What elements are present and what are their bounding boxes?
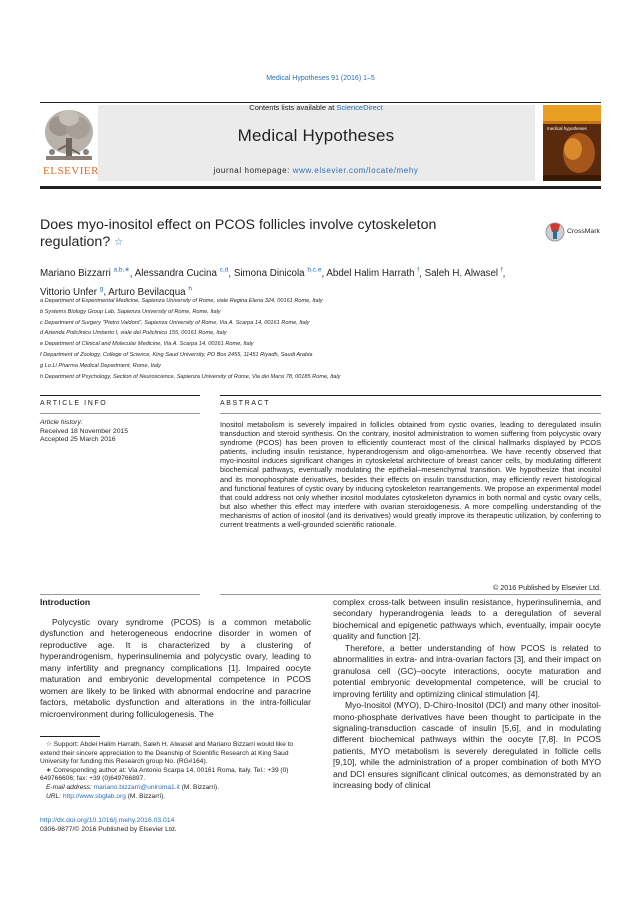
contents-line <box>97 103 535 112</box>
affiliation: e Department of Clinical and Molecular Medicine, Via A. Scarpa 14, 00161 Rome, Italy <box>40 341 254 348</box>
author[interactable]: Arturo Bevilacqua $^h$ <box>108 285 192 298</box>
author[interactable]: Abdel Halim Harrath $^f$ <box>326 267 420 280</box>
email-label: E-mail address: <box>46 783 94 791</box>
intro-paragraph: Therefore, a better understanding of how PCOS is related to abnormalities in extra- and intra-ovarian factors [3], and their impact on granulosa cell (GC)–oocyte interactions, oocyte maturation and potential embryonic developmental competence, will be crucial to improving fertility and optimizing clinical stimulation [4]. <box>333 642 601 699</box>
journal-title: Medical Hypotheses <box>237 126 395 145</box>
email-suffix: (M. Bizzarri). <box>179 783 220 791</box>
affiliation: g Lo.Li Pharma Medical Department, Rome, Italy <box>40 362 161 369</box>
doi-link[interactable]: http://dx.doi.org/10.1016/j.mehy.2016.03.014 <box>40 817 175 824</box>
intro-paragraph: Polycystic ovary syndrome (PCOS) is a common metabolic dysfunction and heterogeneous endocrine disorder in women of reproductive age. It is characterized by a clustering of hyperandrogenism, hyperinsulinemia and polycystic ovary, leading to many infertility and pregnancy complications [1]. Impaired oocyte maturation and embryonic developmental competence in PCOS women are likely to be linked with abnormal endocrine and paracrine factors, metabolic dysfunction and alterations in the intra-follicular microenvironment during folliculogenesis. The <box>40 617 311 719</box>
journal-reference[interactable]: Medical Hypotheses 91 (2016) 1–5 <box>266 75 375 82</box>
author[interactable]: Mariano Bizzarri $^{a,b,∗}$ <box>40 267 130 280</box>
intro-paragraph: Myo-Inositol (MYO), D-Chiro-Inositol (DCI) and many other inositol-mono-phosphate derivatives have been thought to participate in the signaling-transduction cascade of insulin [5,6], and in modulating different biochemical pathways within the oocyte [7,8]. In PCOS patients, MYO metabolism is severely deregulated in follicle cells [9,10], while the administration of a proper combination of both MYO and DCI ensures significant clinical outcomes, as demonstrated by an increasing body of clinical <box>333 700 601 791</box>
article-info-subrule <box>40 413 200 414</box>
sciencedirect-link[interactable]: ScienceDirect <box>336 103 383 112</box>
intro-right-column <box>333 597 601 792</box>
abstract-body: Inositol metabolism is severely impaired in follicles obtained from cystic ovaries, leading to deregulated insulin transduction and steroid synthesis. On the contrary, inositol administration to women suffering from polycystic ovary syndrome (PCOS) has been proven to efficiently counteract most of the clinical hallmarks displayed by PCOS patients, including insulin resistance, hyperandrogenism and oligo-amenorrhea. We have recently observed that myo-inositol induces significant changes in cytoskeletal architecture of breast cancer cells, by modulating different biochemical pathways, eventually modulating the epithelial–mesenchymal transition. We hypothesize that inositol and its monophosphate derivatives, besides their effects on insulin transduction, may efficiently revert histological and functional features of cystic ovary by inducing cytoskeleton rearrangements. We propose an experimental model that could address not only whether inositol modulates cytoskeleton dynamics in both normal and cystic ovary cells, but also whether this effect may interfere with ovarian steroidogenesis. A more compelling understanding of the mechanisms of action of inositol (and its derivatives) would greatly improve its therapeutic utilization, by conferring to current treatments a well-grounded scientific rationale. <box>220 420 601 530</box>
affiliation: f Department of Zoology, College of Science, King Saud University, PO Box 2455, 11451 Riyadh, Saudi Arabia <box>40 351 313 358</box>
footnote-rule <box>40 736 100 737</box>
article-info-heading: ARTICLE INFO <box>40 400 108 407</box>
accepted-date: Accepted 25 March 2016 <box>40 436 116 444</box>
affiliation: d Azienda Policlinico Umberto I, viale del Policlinico 155, 00161 Rome, Italy <box>40 330 227 337</box>
affiliation: h Department of Psychology, Section of Neuroscience, Sapienza University of Rome, Via dei Marsi 78, 00185 Rome, Italy <box>40 373 341 380</box>
info-end-rule <box>40 594 200 595</box>
url-link[interactable]: http://www.sbglab.org <box>62 792 126 800</box>
masthead-bottom-rule <box>40 186 601 189</box>
contents-prefix: Contents lists available at <box>249 103 337 112</box>
history-label: Article history: <box>40 419 83 426</box>
homepage-prefix: journal homepage: <box>213 166 293 175</box>
issn-line: 0306-9877/© 2016 Published by Elsevier Ltd. <box>40 825 177 833</box>
author[interactable]: Alessandra Cucina $^{c,d}$ <box>134 267 229 280</box>
author[interactable]: Simona Dinicola $^{b,c,e}$ <box>233 267 322 280</box>
intro-paragraph: complex cross-talk between insulin resistance, hyperinsulinemia, and secondary hyperandrogenia leads to a deregulation of several biochemical and epigenetic pathways which, eventually, impair oocyte quality and function [2]. <box>333 597 601 642</box>
footnotes <box>40 741 311 801</box>
abstract-subrule <box>220 413 601 414</box>
affiliation: c Department of Surgery "Pietro Valdoni", Sapienza University of Rome, Via A. Scarpa 14, 00161 Rome, Italy <box>40 319 310 326</box>
introduction-heading: Introduction <box>40 597 91 607</box>
abstract-rule <box>220 395 601 396</box>
email-link[interactable]: mariano.bizzarri@uniroma1.it <box>93 783 180 791</box>
journal-cover-image[interactable] <box>543 105 601 181</box>
article-title <box>40 217 510 251</box>
affiliation: b Systems Biology Group Lab, Sapienza University of Rome, Rome, Italy <box>40 308 221 315</box>
affiliation: a Department of Experimental Medicine, Sapienza University of Rome, viale Regina Elena 324, 00161 Rome, Italy <box>40 298 323 304</box>
url-label: URL: <box>46 792 63 800</box>
received-date: Received 18 November 2015 <box>40 427 129 435</box>
author[interactable]: Saleh H. Alwasel $^f$ <box>424 267 503 280</box>
article-info-rule <box>40 395 200 396</box>
author[interactable]: Vittorio Unfer $^g$ <box>40 285 104 298</box>
intro-left-column <box>40 617 311 720</box>
abstract-heading: ABSTRACT <box>220 400 271 407</box>
article-history <box>40 419 200 445</box>
bottom-info <box>40 817 300 834</box>
homepage-link[interactable]: www.elsevier.com/locate/mehy <box>292 166 419 175</box>
support-footnote: ☆ Support: Abdel Halim Harrath, Saleh H. Alwasel and Mariano Bizzarri would like to extend their sincere appreciation to the Deanship of Scientific Research at King Saud University for funding this Research group No. (RG#164). <box>40 741 294 766</box>
title-line-2: regulation? <box>40 234 111 250</box>
cover-caption: medical hypotheses <box>547 126 587 131</box>
crossmark-icon <box>545 222 565 242</box>
elsevier-wordmark: ELSEVIER <box>43 165 99 177</box>
author-list: Mariano Bizzarri $^{a,b,∗}$, Alessandra Cucina $^{c,d}$, Simona Dinicola $^{b,c,e}$, Abdel Halim Harrath $^f$, Saleh H. Alwasel $^f$, Vittorio Unfer $^g$, Arturo Bevilacqua $^h$ <box>40 267 506 298</box>
abstract-end-rule <box>220 594 601 595</box>
title-footnote-mark[interactable]: ☆ <box>114 237 124 248</box>
crossmark-label: CrossMark <box>567 228 600 235</box>
title-line-1: Does myo-inositol effect on PCOS follicles involve cytoskeleton <box>40 217 437 233</box>
crossmark-badge[interactable] <box>545 222 605 242</box>
abstract-copyright: © 2016 Published by Elsevier Ltd. <box>493 583 601 592</box>
url-suffix: (M. Bizzarri). <box>125 792 166 800</box>
affiliations <box>40 296 600 382</box>
corresponding-footnote: ∗ Corresponding author at: Via Antonio Scarpa 14, 00161 Roma, Italy. Tel.: +39 (0) 649766606; fax: +39 (0)649766897. <box>40 766 289 783</box>
journal-homepage <box>97 166 535 175</box>
